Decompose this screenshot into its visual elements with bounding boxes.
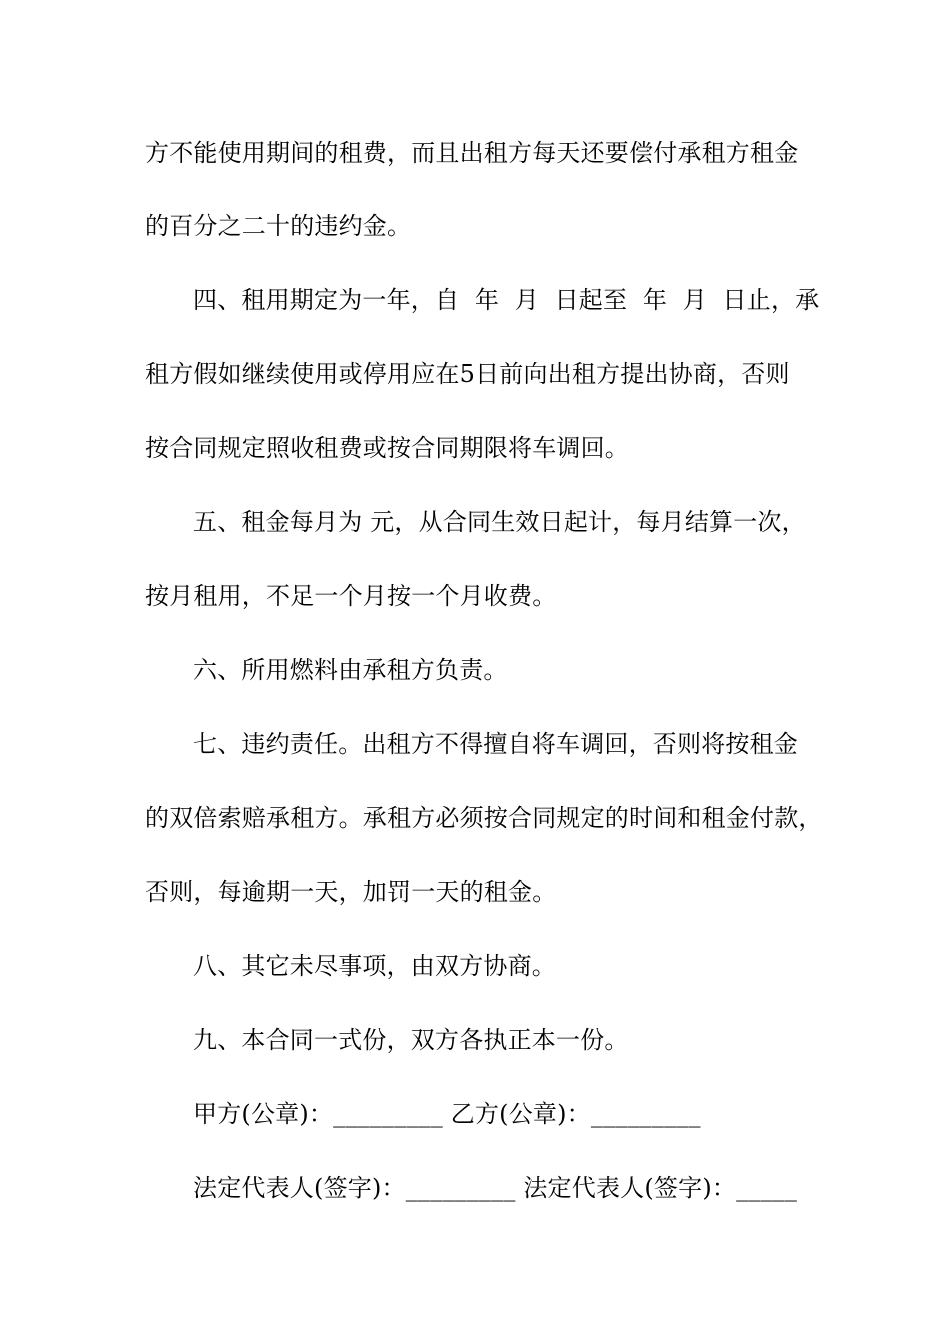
paragraph-3-continuation-line-2: 的百分之二十的违约金。 — [145, 212, 412, 240]
clause-4-line-3: 按合同规定照收租费或按合同期限将车调回。 — [145, 434, 629, 462]
signature-seal-line: 甲方(公章)：_________ 乙方(公章)：_________ — [193, 1100, 701, 1128]
clause-7-line-3: 否则，每逾期一天，加罚一天的租金。 — [145, 878, 557, 906]
clause-9-line-1: 九、本合同一式份，双方各执正本一份。 — [193, 1026, 629, 1054]
clause-5-line-1: 五、租金每月为 元，从合同生效日起计，每月结算一次， — [193, 508, 806, 536]
paragraph-3-continuation-line-1: 方不能使用期间的租费，而且出租方每天还要偿付承租方租金 — [145, 139, 799, 167]
clause-7-line-2: 的双倍索赔承租方。承租方必须按合同规定的时间和租金付款， — [145, 804, 823, 832]
clause-4-line-2: 租方假如继续使用或停用应在5日前向出租方提出协商，否则 — [145, 360, 790, 388]
signature-representative-line: 法定代表人(签字)：_________ 法定代表人(签字)：_____ — [193, 1174, 798, 1202]
clause-5-line-2: 按月租用，不足一个月按一个月收费。 — [145, 582, 557, 610]
clause-4-line-1: 四、租用期定为一年，自 年 月 日起至 年 月 日止，承 — [193, 286, 820, 314]
clause-6-line-1: 六、所用燃料由承租方负责。 — [193, 656, 508, 684]
clause-7-line-1: 七、违约责任。出租方不得擅自将车调回，否则将按租金 — [193, 730, 798, 758]
clause-8-line-1: 八、其它未尽事项，由双方协商。 — [193, 952, 556, 980]
